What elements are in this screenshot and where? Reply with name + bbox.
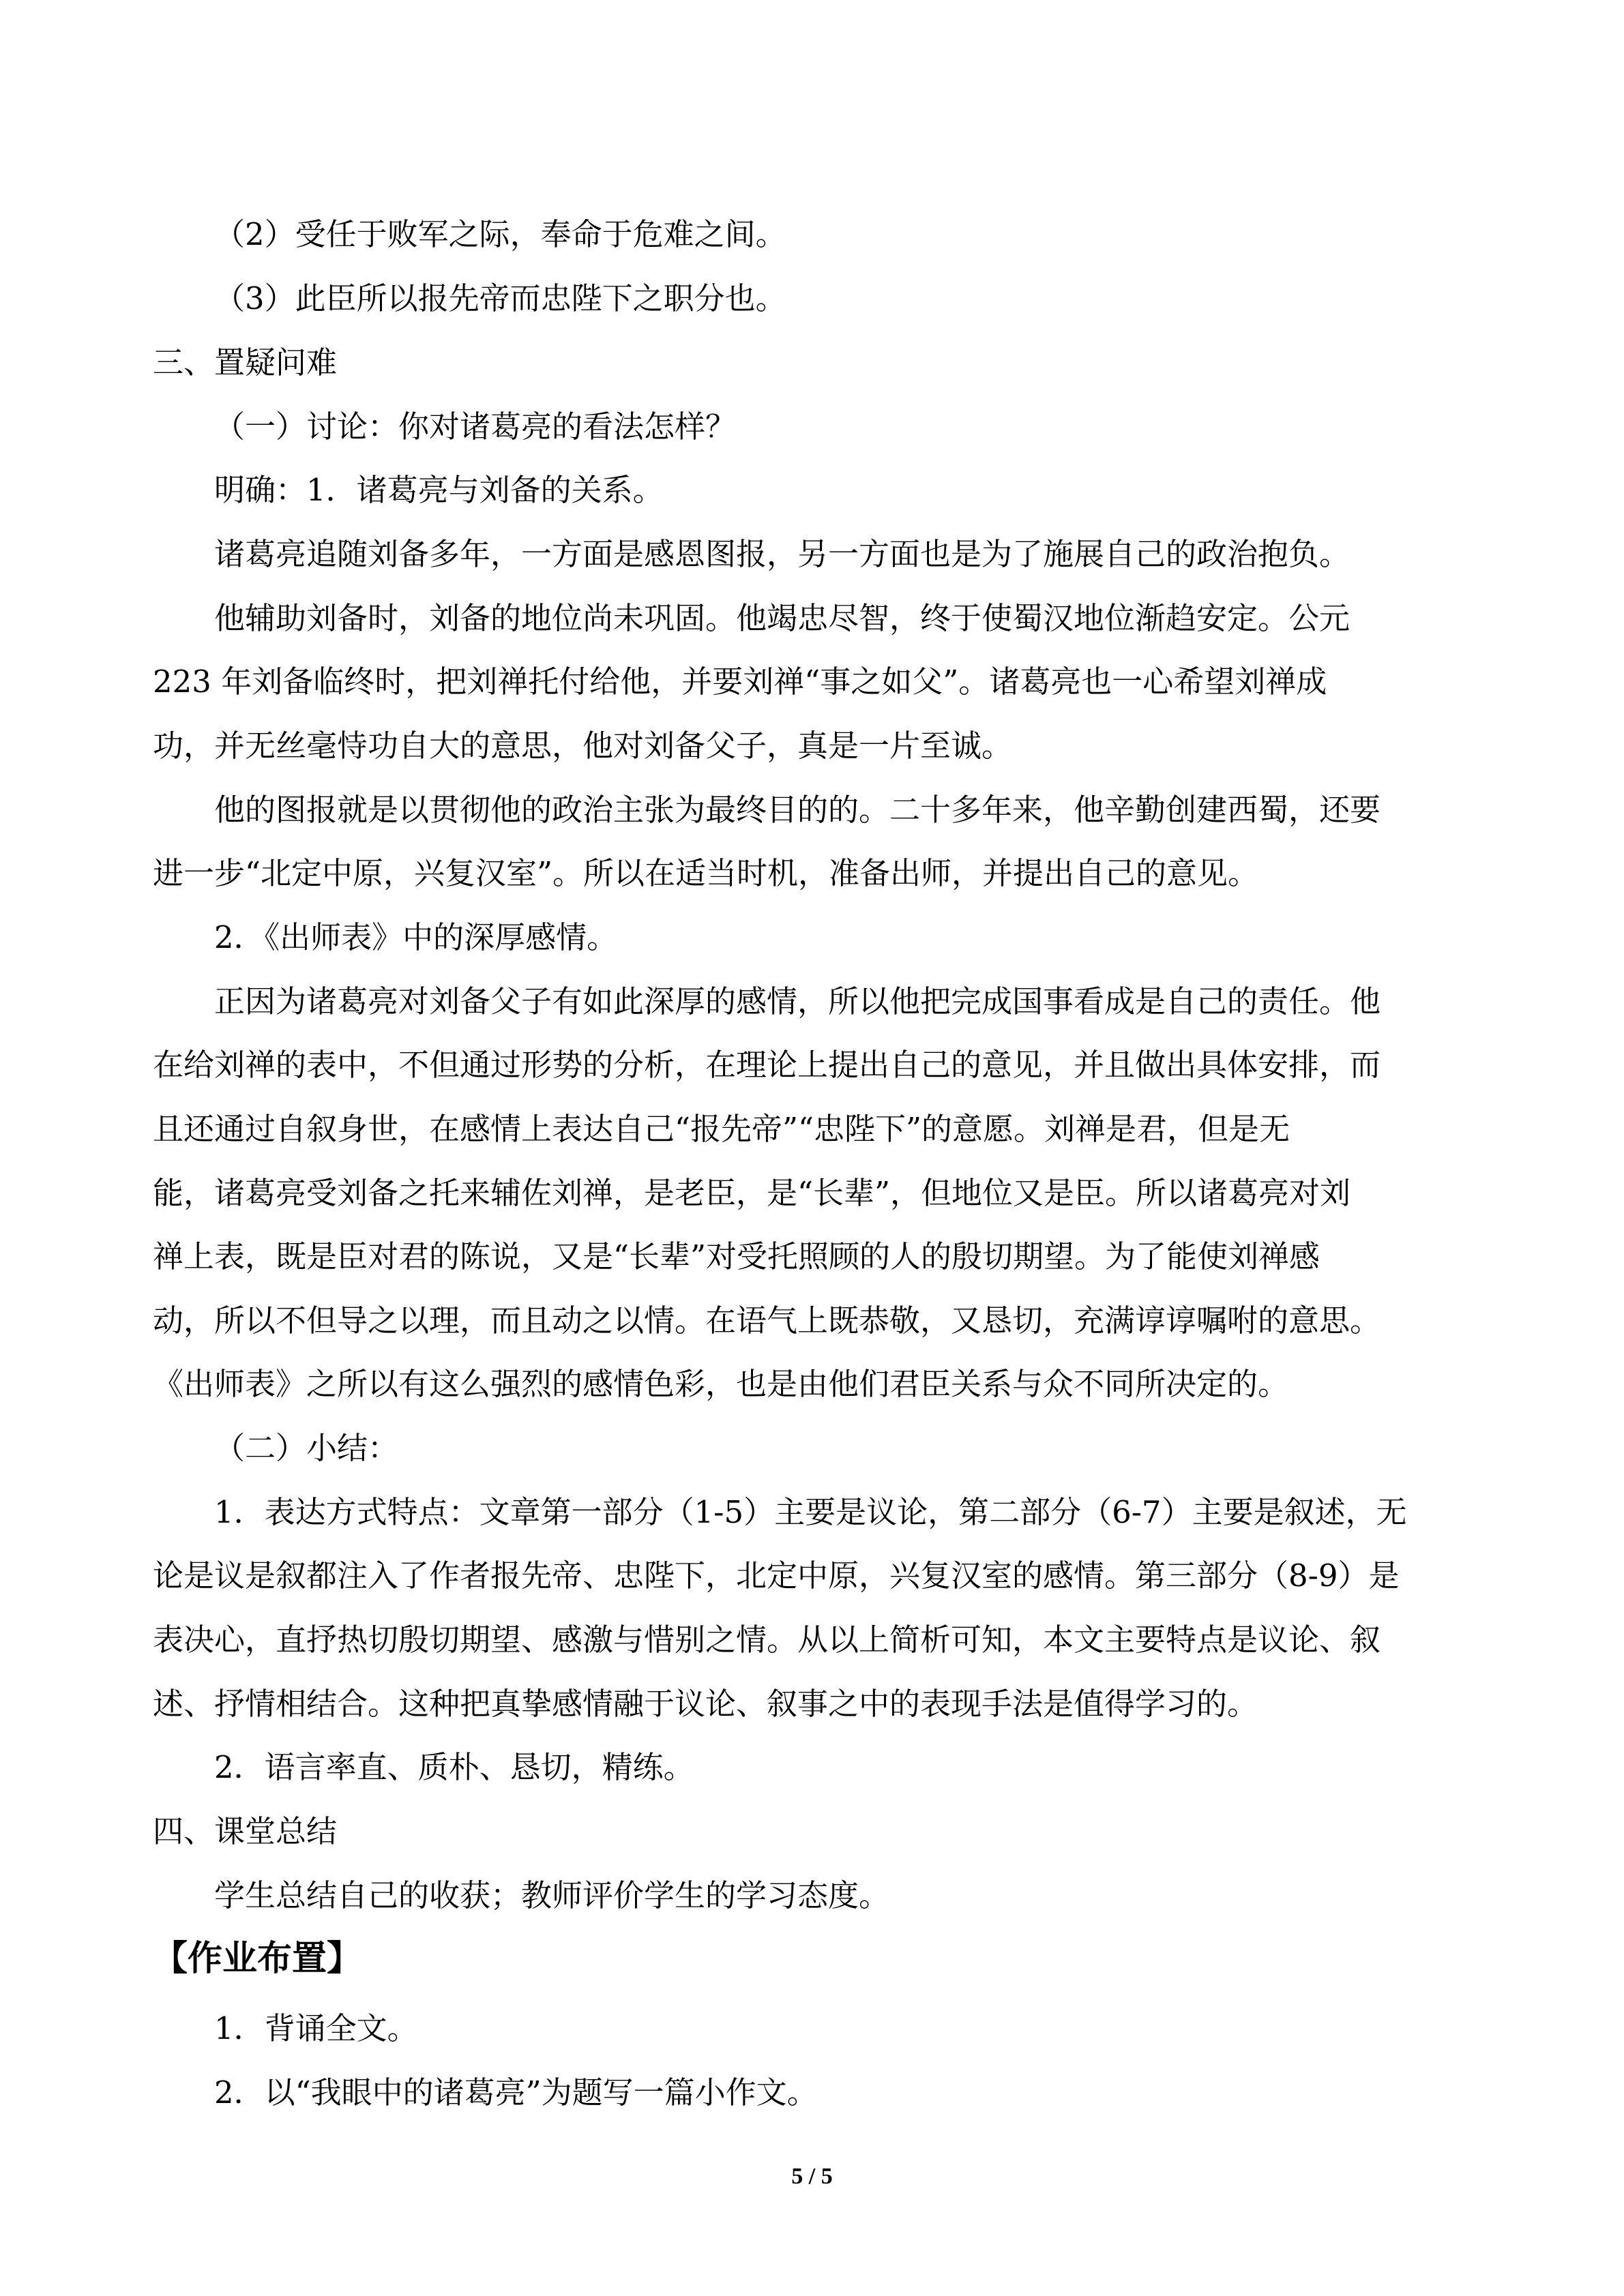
body-line: 明确：1．诸葛亮与刘备的关系。 <box>214 472 664 508</box>
homework-item: 1．背诵全文。 <box>214 2010 418 2046</box>
body-line: 2．语言率直、质朴、恳切，精练。 <box>214 1749 694 1785</box>
body-line: 进一步“北定中原，兴复汉室”。所以在适当时机，准备出师，并提出自己的意见。 <box>153 855 1259 891</box>
body-line: 动，所以不但导之以理，而且动之以情。在语气上既恭敬，又恳切，充满谆谆嘱咐的意思。 <box>153 1302 1381 1339</box>
body-line-quote-2: （2）受任于败军之际，奉命于危难之间。 <box>214 216 786 252</box>
subsection-discussion: （一）讨论：你对诸葛亮的看法怎样？ <box>214 408 737 445</box>
section-heading-4: 四、课堂总结 <box>153 1813 338 1849</box>
body-line: 论是议是叙都注入了作者报先帝、忠陛下，北定中原，兴复汉室的感情。第三部分（8-9）是 <box>153 1557 1400 1594</box>
subsection-summary: （二）小结： <box>214 1430 399 1466</box>
body-line: 功，并无丝毫恃功自大的意思，他对刘备父子，真是一片至诚。 <box>153 728 1013 764</box>
body-line: 《出师表》之所以有这么强烈的感情色彩，也是由他们君臣关系与众不同所决定的。 <box>153 1366 1289 1402</box>
body-line: 诸葛亮追随刘备多年，一方面是感恩图报，另一方面也是为了施展自己的政治抱负。 <box>214 536 1350 572</box>
body-line: 1．表达方式特点：文章第一部分（1-5）主要是议论，第二部分（6-7）主要是叙述，无 <box>214 1494 1407 1530</box>
body-line: 能，诸葛亮受刘备之托来辅佐刘禅，是老臣，是“长辈”，但地位又是臣。所以诸葛亮对刘 <box>153 1175 1351 1211</box>
body-line: 述、抒情相结合。这种把真挚感情融于议论、叙事之中的表现手法是值得学习的。 <box>153 1686 1258 1722</box>
body-line: 禅上表，既是臣对君的陈说，又是“长辈”对受托照顾的人的殷切期望。为了能使刘禅感 <box>153 1238 1320 1274</box>
body-line: 223 年刘备临终时，把刘禅托付给他，并要刘禅“事之如父”。诸葛亮也一心希望刘禅成 <box>153 664 1327 700</box>
section-heading-3: 三、置疑问难 <box>153 344 338 381</box>
body-line: 正因为诸葛亮对刘备父子有如此深厚的感情，所以他把完成国事看成是自己的责任。他 <box>214 983 1381 1019</box>
body-line: 表决心，直抒热切殷切期望、感激与惜别之情。从以上简析可知，本文主要特点是议论、叙 <box>153 1622 1381 1658</box>
body-line: 他辅助刘备时，刘备的地位尚未巩固。他竭忠尽智，终于使蜀汉地位渐趋安定。公元 <box>214 600 1350 636</box>
body-line: 且还通过自叙身世，在感情上表达自己“报先帝”“忠陛下”的意愿。刘禅是君，但是无 <box>153 1111 1290 1147</box>
body-line: 他的图报就是以贯彻他的政治主张为最终目的的。二十多年来，他辛勤创建西蜀，还要 <box>214 792 1381 828</box>
body-line: 学生总结自己的收获；教师评价学生的学习态度。 <box>214 1877 890 1913</box>
homework-heading: 【作业布置】 <box>153 1939 362 1979</box>
body-line-quote-3: （3）此臣所以报先帝而忠陛下之职分也。 <box>214 280 786 316</box>
page-number: 5 / 5 <box>791 2164 833 2189</box>
homework-item: 2．以“我眼中的诸葛亮”为题写一篇小作文。 <box>214 2074 818 2111</box>
body-line: 在给刘禅的表中，不但通过形势的分析，在理论上提出自己的意见，并且做出具体安排，而 <box>153 1047 1381 1083</box>
body-line: 2．《出师表》中的深厚感情。 <box>214 919 618 955</box>
